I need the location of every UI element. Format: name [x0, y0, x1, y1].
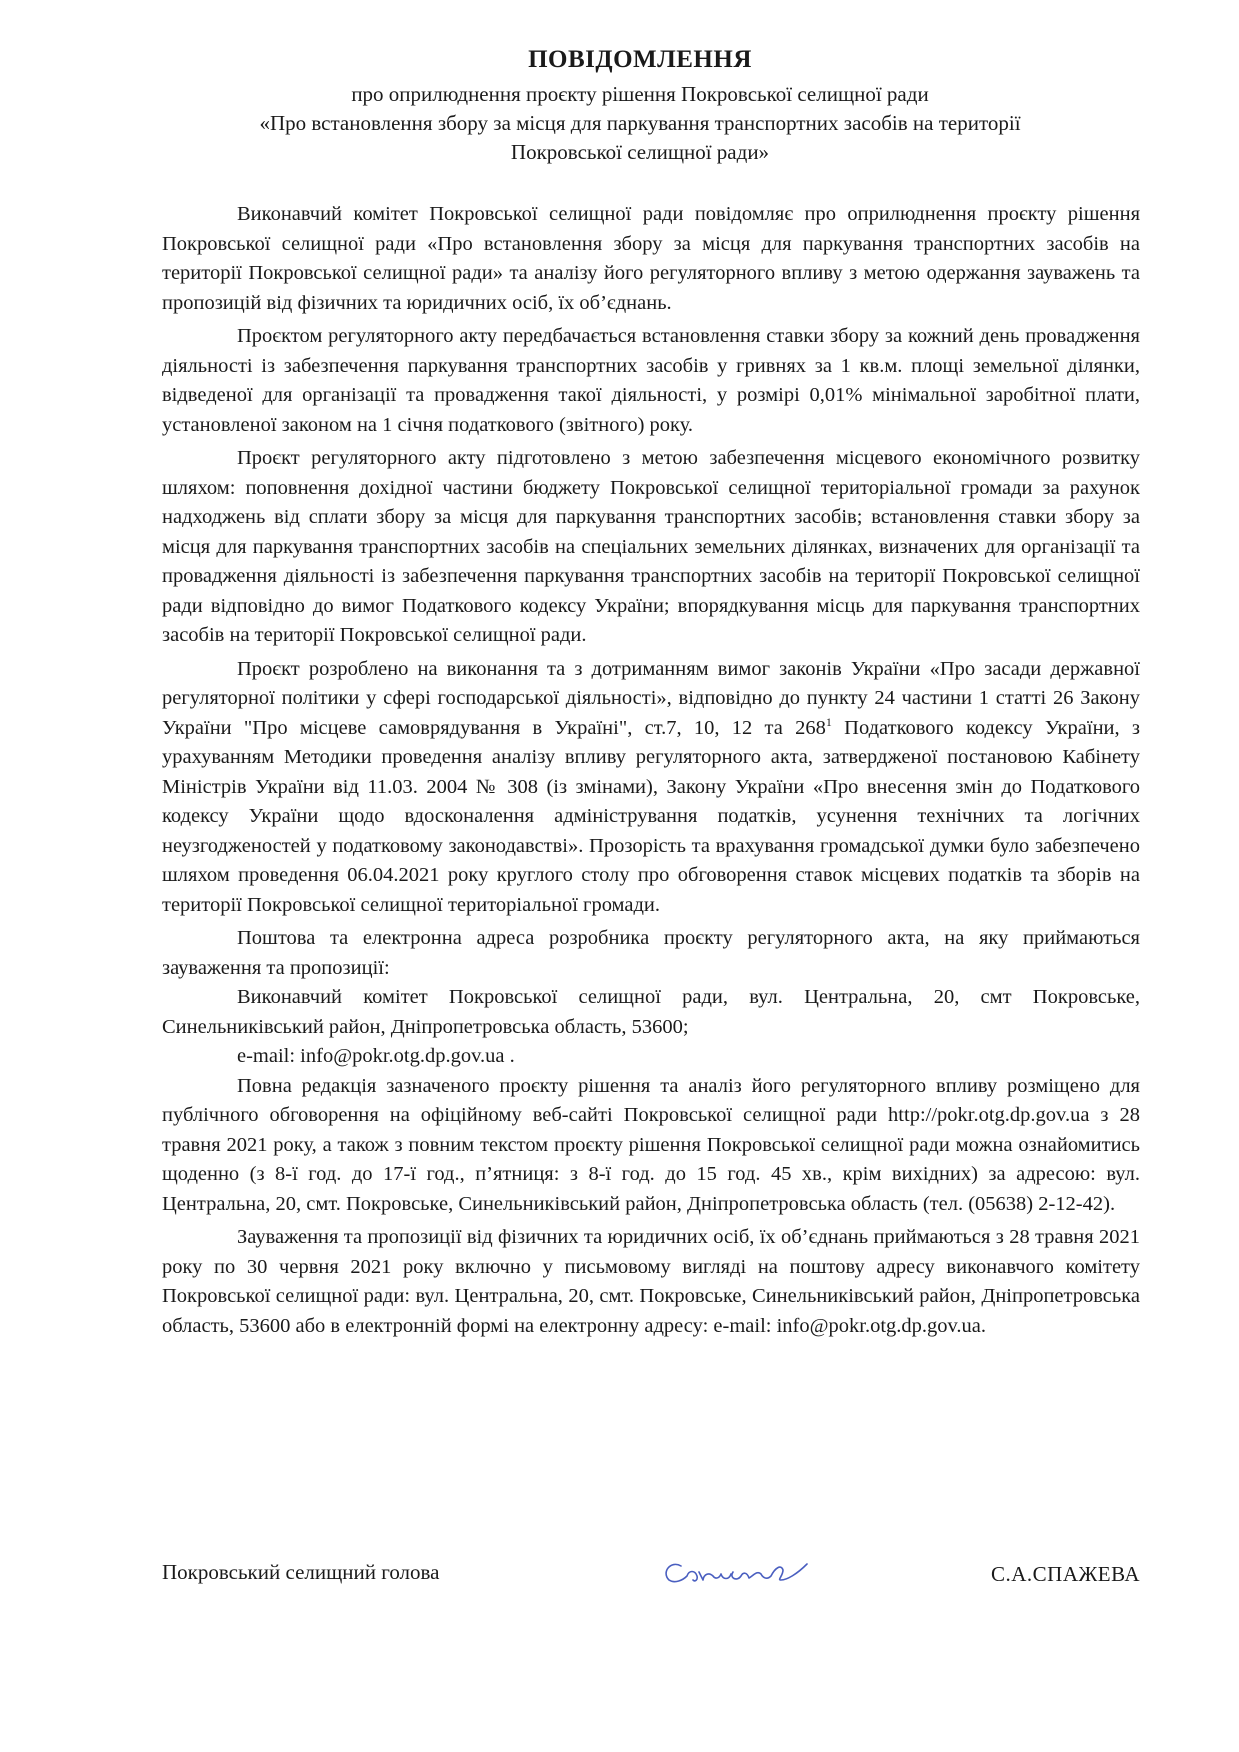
article-superscript: 1 — [825, 714, 832, 729]
paragraph-rate: Проєктом регуляторного акту передбачається встановлення ставки збору за кожний день провадження діяльності із забезпечення паркування транспортних засобів у гривнях за 1 кв.м. площі земельної ділянки, відведеної для організації та провадження такої діяльності, у розмірі 0,01% мінімальної заробітної плати, установленої законом на 1 січня податкового (звітного) року. — [162, 325, 1140, 436]
subtitle-line-1: про оприлюднення проєкту рішення Покровської селищної ради — [351, 82, 929, 106]
document-title: ПОВІДОМЛЕННЯ — [528, 46, 752, 73]
subtitle-line-3: Покровської селищної ради» — [510, 140, 770, 164]
legal-basis-part-2: Податкового кодексу України, з урахуванням Методики проведення аналізу впливу регуляторного акта, затвердженої постановою Кабінету Міністрів України від 11.03. 2004 № 308 (із змінами), Закону України «Про внесення змін до Податкового кодексу України щодо вдосконалення адміністрування податків, усунення технічних та логічних неузгодженостей у податковому законодавстві». Прозорість та врахування громадської думки було забезпечено шляхом проведення 06.04.2021 року круглого столу про обговорення ставок місцевих податків та зборів на території Покровської селищної територіальної громади. — [162, 716, 1140, 916]
paragraph-postal-address: Виконавчий комітет Покровської селищної ради, вул. Центральна, 20, смт Покровське, Синельниківський район, Дніпропетровська область, 53600; — [162, 986, 1140, 1038]
paragraph-full-text: Повна редакція зазначеного проєкту рішення та аналіз його регуляторного впливу розміщено для публічного обговорення на офіційному веб-сайті Покровської селищної ради http://pokr.otg.dp.gov.ua з 28 травня 2021 року, а також з повним текстом проєкту рішення Покровської селищної ради можна ознайомитись щоденно (з 8-ї год. до 17-ї год., п’ятниця: з 8-ї год. до 15 год. 45 хв., крім вихідних) за адресою: вул. Центральна, 20, смт. Покровське, Синельниківський район, Дніпропетровська область (тел. (05638) 2-12-42). — [162, 1074, 1140, 1215]
paragraph-email: e-mail: info@pokr.otg.dp.gov.ua . — [237, 1045, 515, 1067]
paragraph-purpose: Проєкт регуляторного акту підготовлено з метою забезпечення місцевого економічного розвитку шляхом: поповнення дохідної частини бюджету Покровської селищної територіальної громади за рахунок надходжень від сплати збору за місця для паркування транспортних засобів; встановлення ставки збору за місця для паркування транспортних засобів на спеціальних земельних ділянках, визначених для організації та провадження діяльності із забезпечення паркування транспортних засобів на території Покровської селищної ради відповідно до вимог Податкового кодексу України; впорядкування місць для паркування транспортних засобів на території Покровської селищної ради. — [162, 447, 1140, 646]
legal-basis-part-1: Проєкт розроблено на виконання та з дотриманням вимог законів України «Про засади державної регуляторної політики у сфері господарської діяльності», відповідно до пункту 24 частини 1 статті 26 Закону України "Про місцеве самоврядування в Україні", ст.7, 10, 12 та 268 — [162, 657, 1140, 739]
handwritten-signature — [657, 1552, 817, 1592]
signatory-position: Покровський селищний голова — [162, 1560, 440, 1584]
paragraph-announcement: Виконавчий комітет Покровської селищної ради повідомляє про оприлюднення проєкту рішення Покровської селищної ради «Про встановлення збору за місця для паркування транспортних засобів на території Покровської селищної ради» та аналізу його регуляторного впливу з метою одержання зауважень та пропозицій від фізичних та юридичних осіб, їх об’єднань. — [162, 203, 1140, 314]
document-header — [150, 46, 1130, 167]
paragraph-address-intro: Поштова та електронна адреса розробника проєкту регуляторного акта, на яку приймаються зауваження та пропозиції: — [162, 927, 1140, 979]
paragraph-legal-basis — [162, 655, 1140, 921]
subtitle-line-2: «Про встановлення збору за місця для паркування транспортних засобів на території — [259, 111, 1021, 135]
document-body — [162, 200, 1140, 1341]
paragraph-comments: Зауваження та пропозиції від фізичних та юридичних осіб, їх об’єднань приймаються з 28 травня 2021 року по 30 червня 2021 року включно у письмовому вигляді на поштову адресу виконавчого комітету Покровської селищної ради: вул. Центральна, 20, смт. Покровське, Синельниківський район, Дніпропетровська область, 53600 або в електронній формі на електронну адресу: e-mail: info@pokr.otg.dp.gov.ua. — [162, 1226, 1140, 1337]
document-footer — [162, 1552, 1140, 1612]
signatory-name: С.А.СПАЖЕВА — [990, 1562, 1140, 1586]
